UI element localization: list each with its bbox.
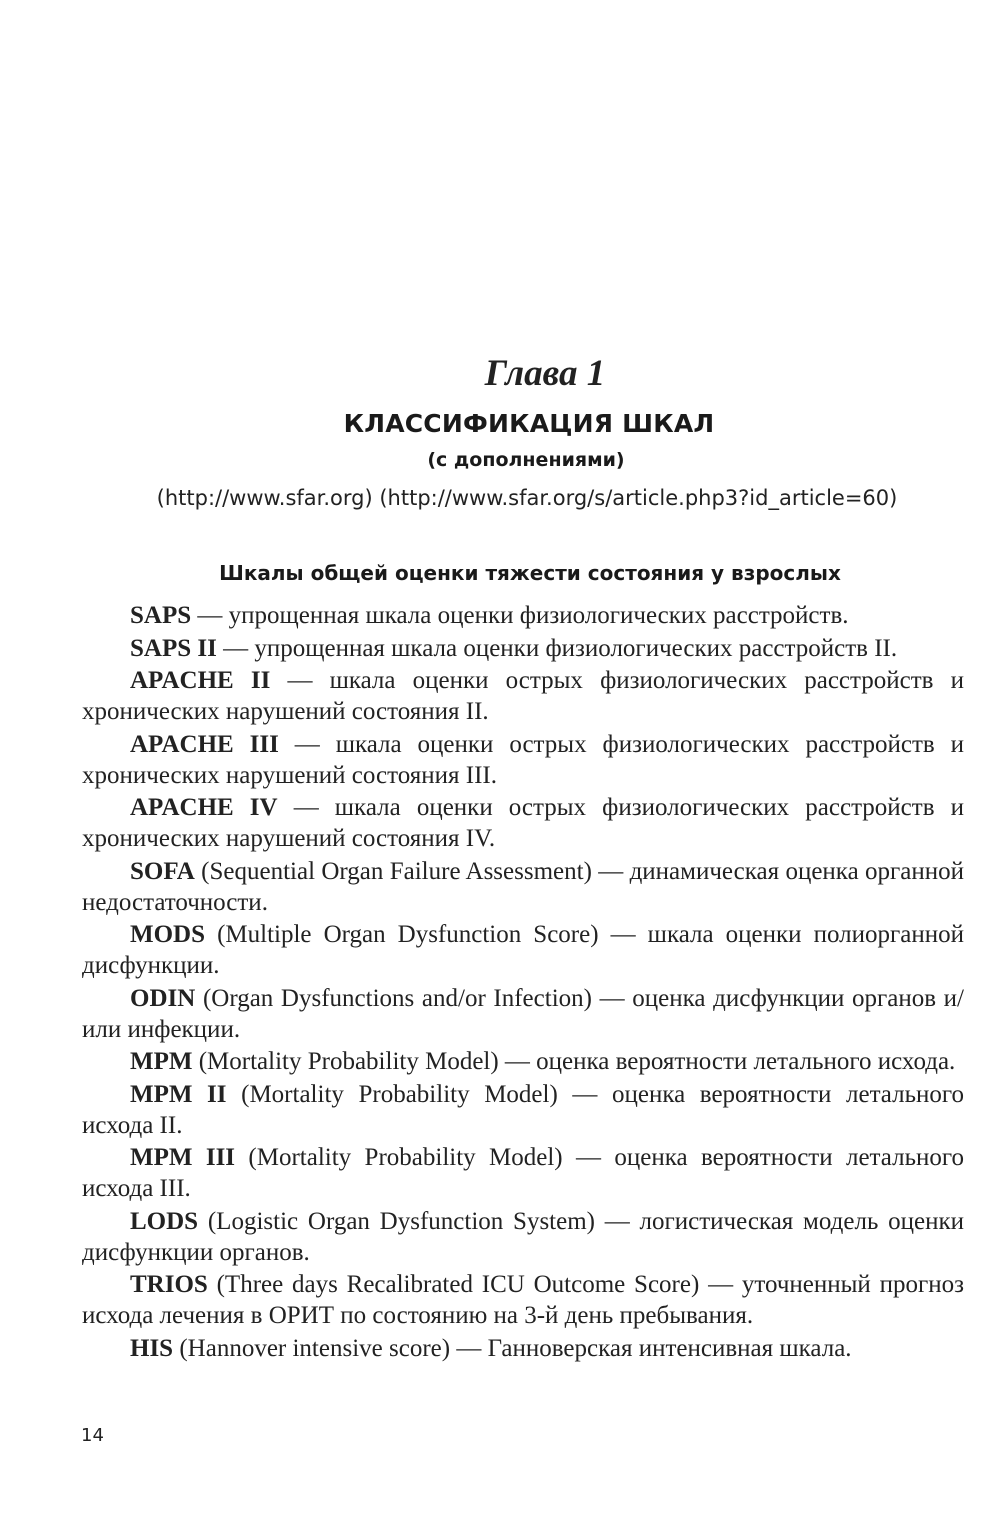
scale-abbreviation: HIS [130, 1334, 174, 1362]
scale-description: (Multiple Organ Dysfunction Score) — шкала оценки полиорганной дисфункции. [82, 921, 964, 979]
list-item [82, 792, 964, 854]
scale-abbreviation: LODS [130, 1207, 199, 1235]
list-item [82, 1333, 964, 1364]
scale-description: (Mortality Probability Model) — оценка вероятности летального исхода III. [82, 1144, 964, 1202]
scale-description: (Mortality Probability Model) — оценка вероятности летального исхода II. [82, 1080, 965, 1139]
scale-list [82, 600, 964, 1365]
list-item [82, 1079, 964, 1141]
list-item [82, 600, 964, 631]
scale-description: (Mortality Probability Model) — оценка вероятности летального исхода. [192, 1048, 956, 1075]
list-item [82, 983, 964, 1045]
scale-description: — шкала оценки острых физиологических расстройств и хронических нарушений состояния IV. [82, 794, 964, 852]
list-item [82, 856, 964, 918]
list-item [82, 1046, 964, 1077]
scale-abbreviation: MPM III [130, 1144, 236, 1171]
list-item [82, 1206, 964, 1268]
scale-abbreviation: MPM II [130, 1080, 227, 1108]
list-item [82, 729, 964, 791]
chapter-heading: Глава 1 [484, 353, 606, 394]
scale-abbreviation: SOFA [130, 857, 195, 885]
list-item [82, 1269, 964, 1331]
list-item [82, 1142, 964, 1204]
scale-description: — упрощенная шкала оценки физиологических расстройств. [191, 602, 849, 629]
list-item [82, 633, 964, 664]
scale-description: (Organ Dysfunctions and/or Infection) — оценка дисфункции органов и/или инфекции. [82, 984, 964, 1043]
scale-abbreviation: SAPS II [130, 634, 217, 662]
section-heading: Шкалы общей оценки тяжести состояния у взрослых [219, 561, 841, 585]
scale-description: (Sequential Organ Failure Assessment) — динамическая оценка органной недостаточности. [82, 857, 964, 916]
scale-abbreviation: APACHE II [130, 667, 271, 694]
page-title: КЛАССИФИКАЦИЯ ШКАЛ [343, 409, 715, 438]
scale-abbreviation: MPM [130, 1048, 193, 1075]
scale-abbreviation: TRIOS [130, 1271, 208, 1298]
scale-abbreviation: ODIN [130, 984, 196, 1012]
scale-abbreviation: SAPS [130, 602, 192, 629]
scale-abbreviation: APACHE III [130, 730, 279, 758]
list-item [82, 919, 964, 981]
scale-description: — упрощенная шкала оценки физиологических расстройств II. [216, 634, 898, 662]
scale-abbreviation: APACHE IV [130, 794, 278, 821]
scale-description: (Hannover intensive score) — Ганноверская интенсивная шкала. [173, 1334, 852, 1362]
scale-description: (Logistic Organ Dysfunction System) — логистическая модель оценки дисфункции органов. [82, 1207, 964, 1266]
scale-description: (Three days Recalibrated ICU Outcome Score) — уточненный прогноз исхода лечения в ОРИТ по состоянию на 3-й день пребывания. [82, 1271, 964, 1329]
scale-description: — шкала оценки острых физиологических расстройств и хронических нарушений состояния III. [82, 730, 964, 789]
page-subtitle: (с дополнениями) [427, 449, 625, 471]
list-item [82, 665, 964, 727]
source-urls: (http://www.sfar.org) (http://www.sfar.org/s/article.php3?id_article=60) [156, 486, 898, 510]
page-number: 14 [81, 1425, 104, 1446]
scale-description: — шкала оценки острых физиологических расстройств и хронических нарушений состояния II. [82, 667, 964, 725]
scale-abbreviation: MODS [130, 921, 205, 948]
